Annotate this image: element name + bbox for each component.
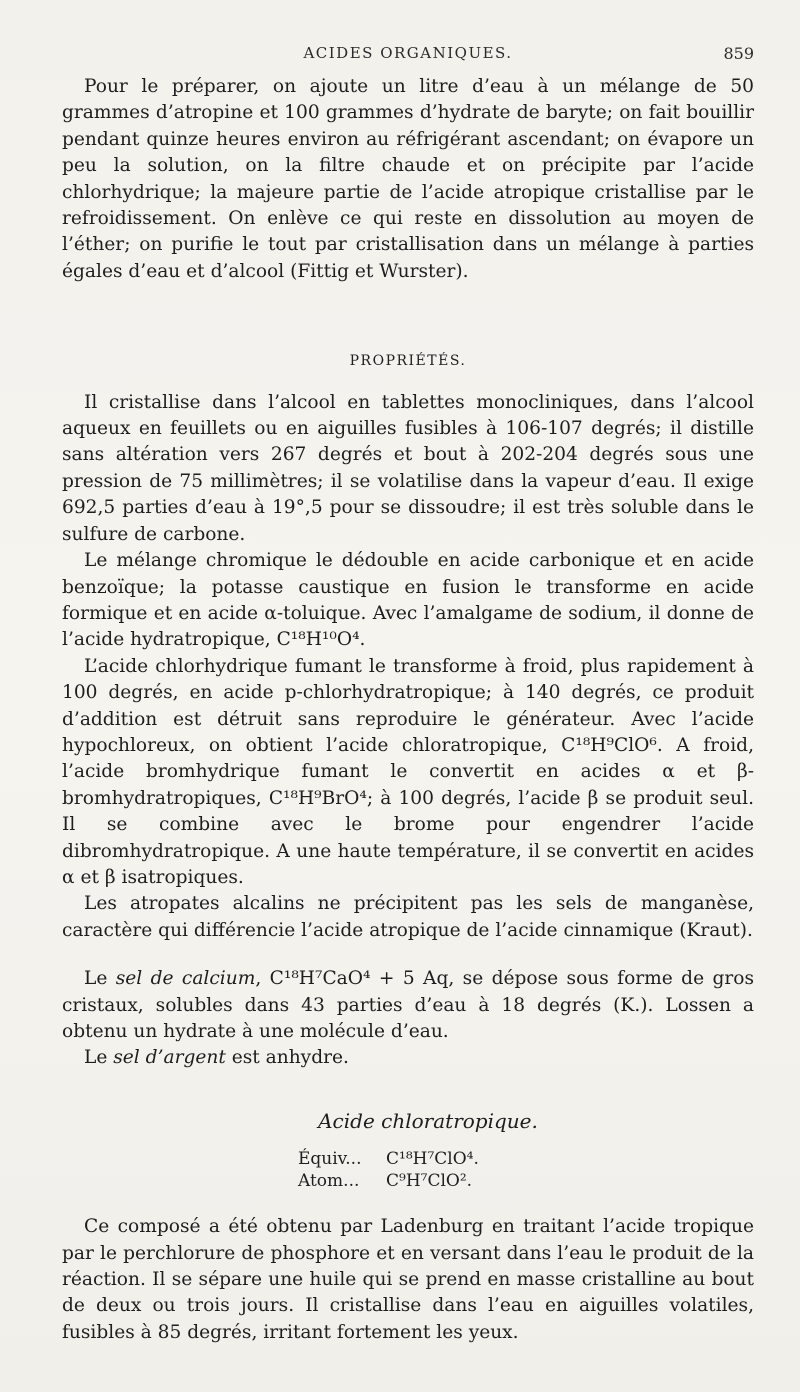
paragraph-preparation: Pour le préparer, on ajoute un litre d’eau à un mélange de 50 grammes d’atropine et 100 grammes d’hydrate de baryte; on fait bouillir pendant quinze heures environ au réfrigérant ascendant; on évapore un peu la solution, on la filtre chaude et on précipite par l’acide chlorhydrique; la majeure partie de l’acide atropique cristallise par le refroidissement. On enlève ce qui reste en dissolution au moyen de l’éther; on purifie le tout par cristallisation dans un mélange à parties égales d’eau et d’alcool (Fittig et Wurster). [62,76,754,282]
paragraph-ladenburg: Ce composé a été obtenu par Ladenburg en traitant l’acide tropique par le perchlorure de phosphore et en versant dans l’eau le produit de la réaction. Il se sépare une huile qui se prend en masse cristalline au bout de deux ou trois jours. Il cristallise dans l’eau en aiguilles volatiles, fusibles à 85 degrés, irritant fortement les yeux. [62,1216,754,1343]
silver-lead: Le [84,1047,114,1069]
formula-label-atom: Atom... [298,1171,360,1192]
paragraph-atropates: Les atropates alcalins ne précipitent pas les sels de manganèse, caractère qui différencie l’acide atropique de l’acide cinnamique (Kraut). [62,893,754,941]
formula-row-atom [298,1170,754,1192]
paragraph-calcium-salt [62,966,754,1045]
paragraph-chromic-mixture: Le mélange chromique le dédouble en acide carbonique et en acide benzoïque; la potasse caustique en fusion le transforme en acide formique et en acide α-toluique. Avec l’amalgame de sodium, il donne de l’acide hydratropique, C¹⁸H¹⁰O⁴. [62,550,754,651]
silver-salt-name: sel d’argent [113,1047,226,1069]
formula-label-equiv: Équiv... [298,1149,362,1170]
spacer [62,944,754,966]
page-number: 859 [723,44,754,63]
paragraph-hydrochloric-acid: L’acide chlorhydrique fumant le transforme à froid, plus rapidement à 100 degrés, en acide p-chlorhydratropique; à 140 degrés, ce produit d’addition est détruit sans reproduire le générateur. Avec l’acide hypochloreux, on obtient l’acide chloratropique, C¹⁸H⁹ClO⁶. A froid, l’acide bromhydrique fumant le convertit en acides α et β-bromhydratropiques, C¹⁸H⁹BrO⁴; à 100 degrés, l’acide β se produit seul. Il se combine avec le brome pour engendrer l’acide dibromhydratropique. A une haute température, il se convertit en acides α et β isatropiques. [62,655,754,888]
page-header [62,44,754,72]
paragraph-crystallization: Il cristallise dans l’alcool en tablettes monocliniques, dans l’alcool aqueux en feuillets ou en aiguilles fusibles à 106-107 degrés; il distille sans altération vers 267 degrés et bout à 202-204 degrés sous une pression de 75 millimètres; il se volatilise dans la vapeur d’eau. Il exige 692,5 parties d’eau à 19°,5 pour se dissoudre; il est très soluble dans le sulfure de carbone. [62,391,754,545]
formula-value-atom: C⁹H⁷ClO². [386,1171,473,1192]
formula-value-equiv: C¹⁸H⁷ClO⁴. [386,1149,479,1170]
section-title-properties: PROPRIÉTÉS. [349,353,467,370]
compound-title: Acide chloratropique. [318,1108,538,1133]
calcium-lead: Le [84,968,116,990]
paragraph-silver-salt [62,1045,754,1071]
formula-table [298,1148,754,1192]
silver-description: est anhydre. [225,1047,349,1069]
calcium-salt-name: sel de calcium [115,968,256,990]
calcium-description: , C¹⁸H⁷CaO⁴ + 5 Aq, se dépose sous forme de gros cristaux, solubles dans 43 parties d’eau à 18 degrés (K.). Lossen a obtenu un hydrate à une molécule d’eau. [62,968,754,1042]
running-head: ACIDES ORGANIQUES. [303,44,513,62]
body-text [62,74,754,1346]
formula-row-equiv [298,1148,754,1170]
